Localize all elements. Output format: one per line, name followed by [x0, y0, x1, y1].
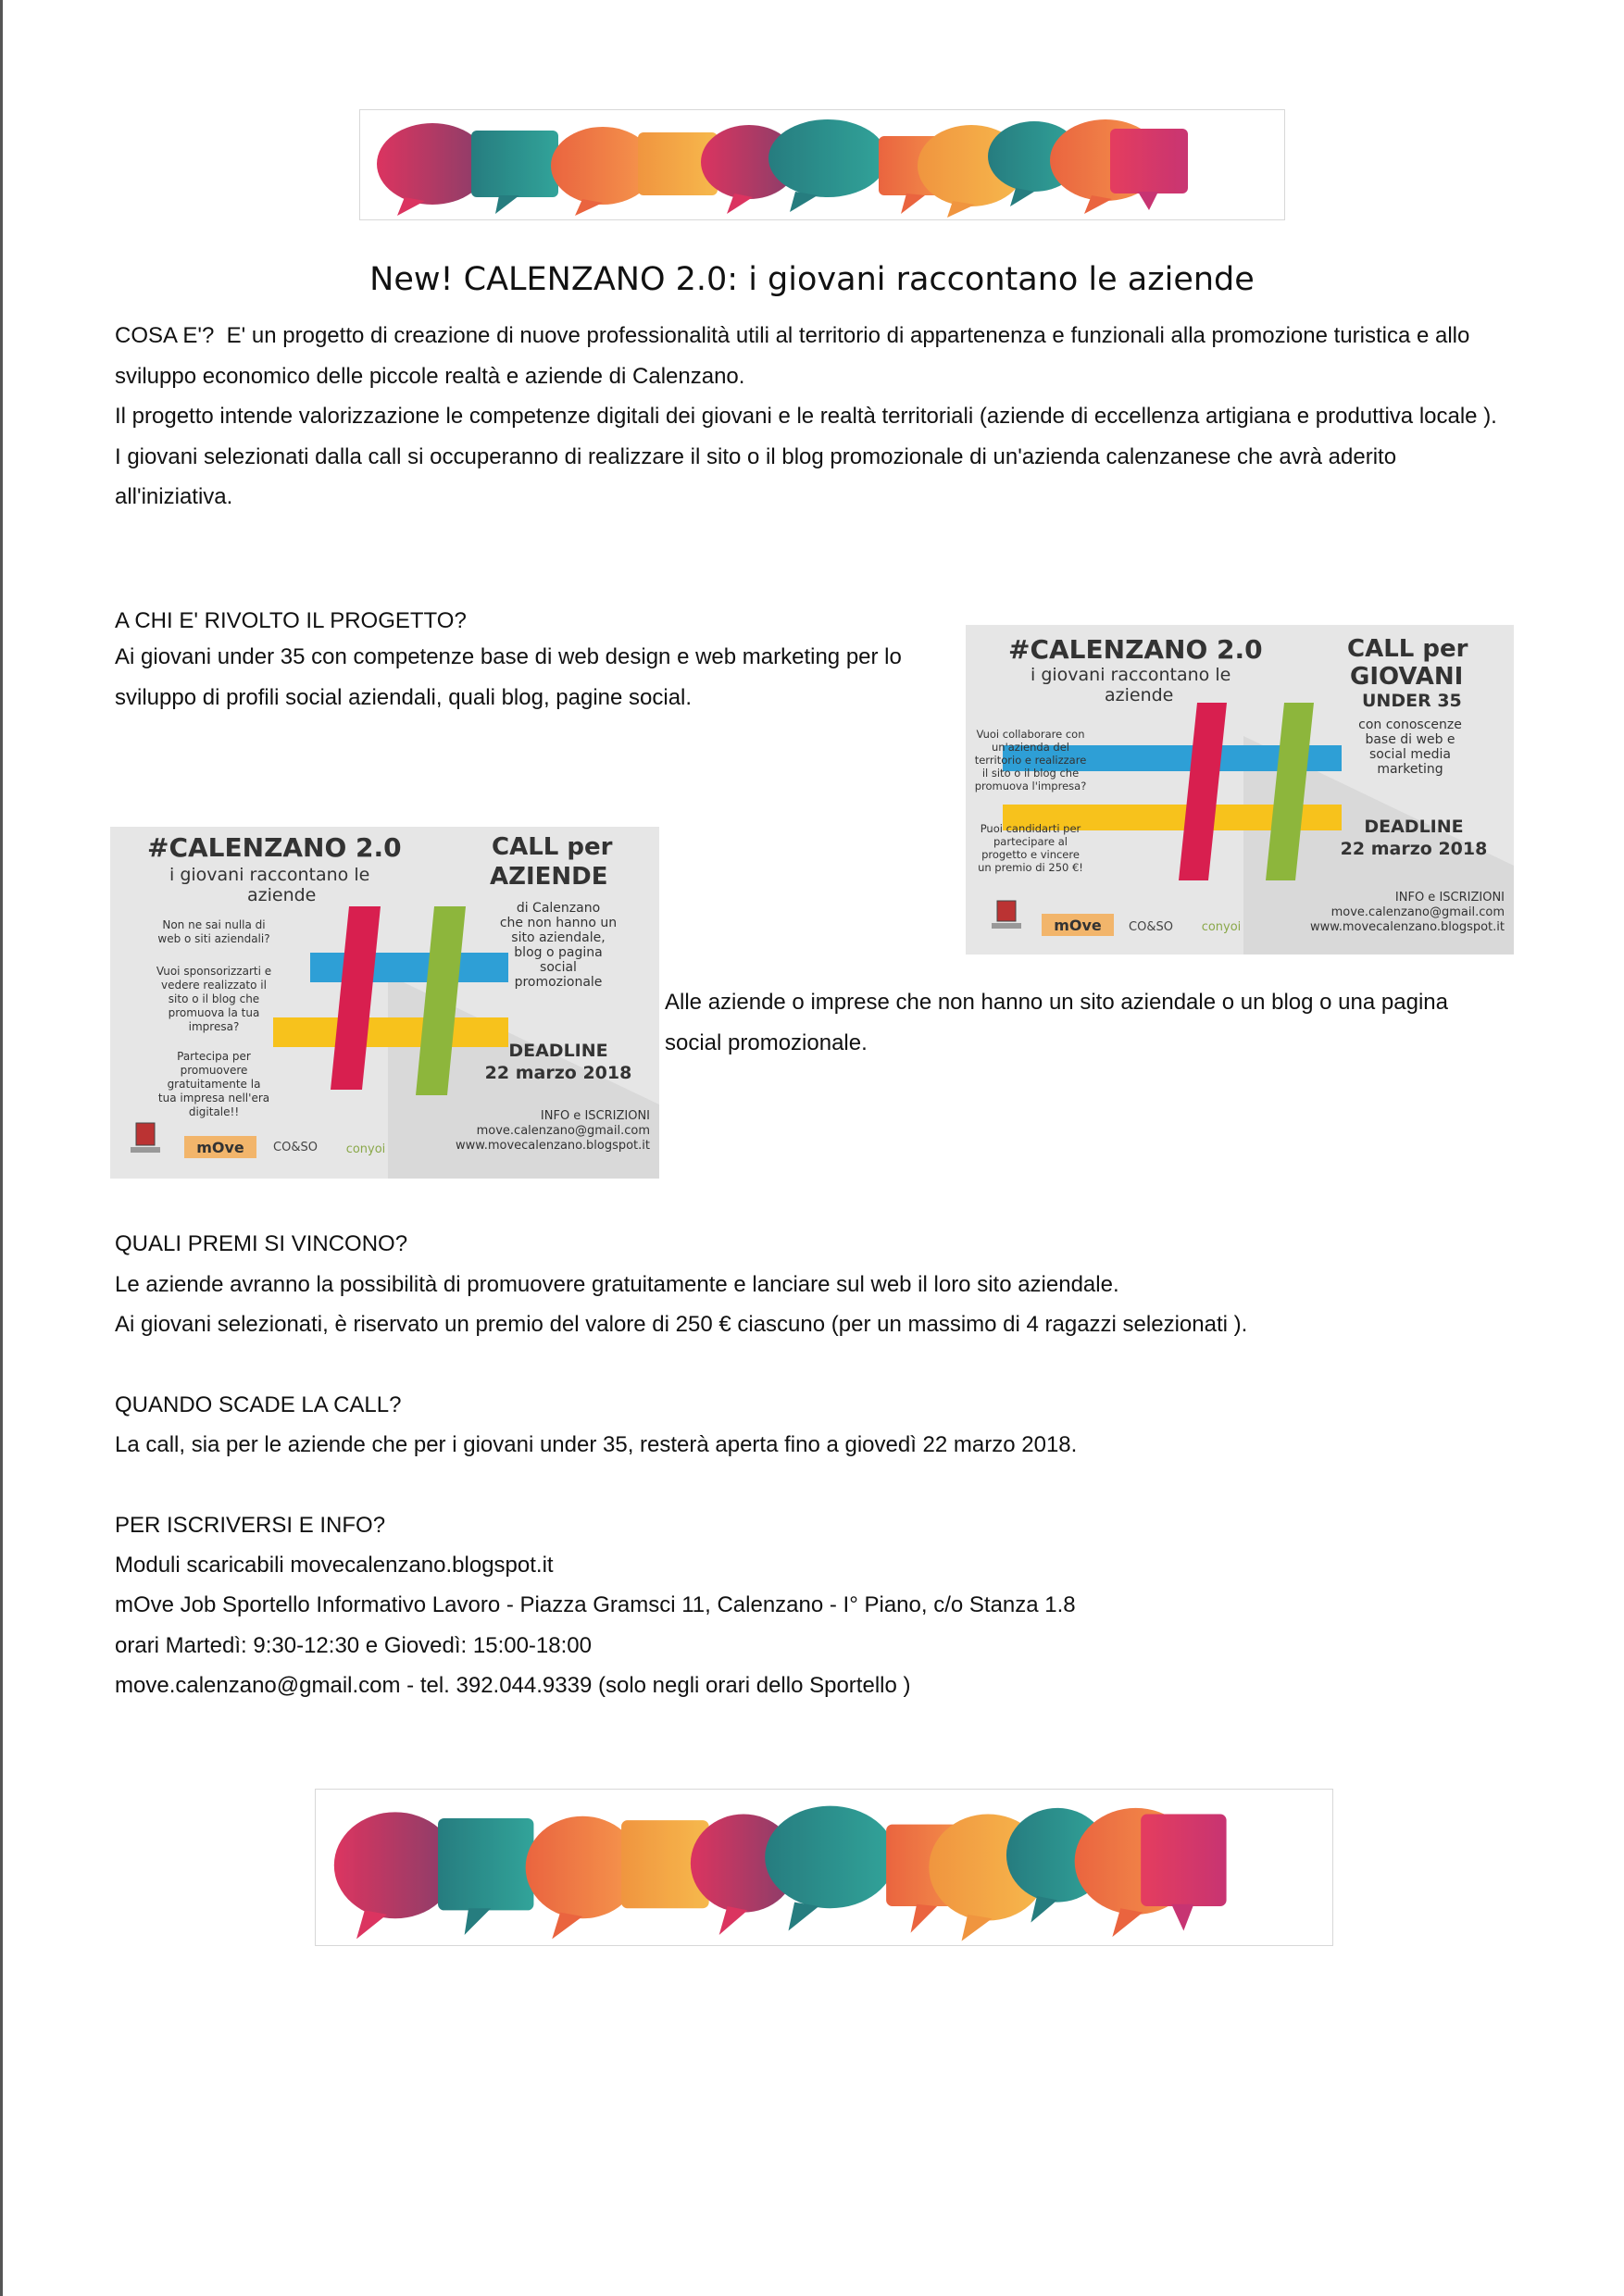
intro-paragraph	[115, 316, 1513, 518]
poster-company-call-1: CALL per	[492, 833, 613, 861]
intro-heading: COSA E'?	[115, 323, 215, 348]
intro-text-2: Il progetto intende valorizzazione le competenze digitali dei giovani e le realtà territoriali (aziende di eccellenza artigiana e produttiva locale ).	[115, 404, 1497, 429]
poster-youth-desc-1: con conoscenze	[1358, 718, 1462, 732]
poster-youth-desc-3: social media	[1369, 747, 1451, 762]
poster-youth-subtitle-1: i giovani raccontano le	[1031, 665, 1231, 685]
poster-company-q3-3: gratuitamente la	[167, 1078, 261, 1091]
poster-company-q2-4: promuova la tua	[168, 1006, 260, 1019]
poster-company-q2-1: Vuoi sponsorizzarti e	[156, 965, 272, 978]
poster-youth-call-1: CALL per	[1347, 635, 1468, 663]
poster-company-desc-1: di Calenzano	[516, 901, 601, 916]
speech-bubbles-banner	[360, 110, 1284, 219]
prizes-line-2: Ai giovani selezionati, è riservato un premio del valore di 250 € ciascuno (per un massimo di 4 ragazzi selezionati ).	[115, 1312, 1248, 1337]
poster-company-q3-2: promuovere	[180, 1064, 248, 1077]
poster-company-deadline-date: 22 marzo 2018	[484, 1063, 632, 1083]
poster-company-q3-1: Partecipa per	[177, 1050, 251, 1063]
poster-youth-question-4: il sito o il blog che	[981, 767, 1080, 780]
hashtag-yellow-bar-2	[273, 1017, 508, 1047]
target-company-text: Alle aziende o imprese che non hanno un sito aziendale o un blog o una pagina social promozionale.	[665, 990, 1448, 1055]
prizes-heading: QUALI PREMI SI VINCONO?	[115, 1231, 408, 1256]
poster-youth-prize-3: progetto e vincere	[981, 848, 1080, 861]
poster-youth-prize-1: Puoi candidarti per	[980, 822, 1081, 835]
page-border	[0, 0, 3, 2296]
poster-youth-email: move.calenzano@gmail.com	[1330, 905, 1505, 919]
poster-company-call-2: AZIENDE	[490, 863, 608, 891]
poster-company-email: move.calenzano@gmail.com	[476, 1124, 650, 1138]
poster-youth-question-1: Vuoi collaborare con	[976, 728, 1085, 741]
poster-youth-desc-2: base di web e	[1365, 732, 1455, 747]
info-line-2: mOve Job Sportello Informativo Lavoro - Piazza Gramsci 11, Calenzano - I° Piano, c/o Stanza 1.8	[115, 1592, 1076, 1617]
hashtag-blue-bar-2	[310, 953, 508, 982]
poster-company-q3-4: tua impresa nell'era	[157, 1092, 270, 1104]
poster-company-q2-2: vedere realizzato il	[161, 979, 267, 992]
poster-company-q1-1: Non ne sai nulla di	[162, 918, 266, 931]
info-line-3: orari Martedì: 9:30-12:30 e Giovedì: 15:00-18:00	[115, 1633, 592, 1658]
poster-company-q2-3: sito o il blog che	[168, 992, 260, 1005]
prizes-line-1: Le aziende avranno la possibilità di promuovere gratuitamente e lanciare sul web il loro sito aziendale.	[115, 1272, 1119, 1297]
info-line-4: move.calenzano@gmail.com - tel. 392.044.9339 (solo negli orari dello Sportello )	[115, 1673, 911, 1698]
poster-youth-question-5: promuova l'impresa?	[974, 780, 1087, 792]
poster-youth-info-label: INFO e ISCRIZIONI	[1394, 891, 1505, 905]
poster-call-giovani	[966, 625, 1514, 955]
poster-company-q3-5: digitale!!	[188, 1105, 240, 1118]
poster-youth-logo-move: mOve	[1054, 917, 1102, 934]
target-heading: A CHI E' RIVOLTO IL PROGETTO?	[115, 608, 467, 633]
poster-company-desc-5: social	[540, 960, 577, 975]
poster-youth-question-3: territorio e realizzare	[974, 754, 1087, 767]
poster-youth-desc-4: marketing	[1377, 762, 1443, 777]
poster-youth-question-2: un'azienda del	[992, 741, 1069, 754]
poster-company-q1-2: web o siti aziendali?	[157, 932, 270, 945]
poster-youth-call-2: GIOVANI	[1350, 663, 1464, 691]
poster-youth-prize-2: partecipare al	[993, 835, 1068, 848]
poster-company-desc-2: che non hanno un	[499, 916, 618, 930]
speech-bubbles-banner-bottom	[316, 1790, 1332, 1945]
poster-company-q2-5: impresa?	[188, 1020, 240, 1033]
intro-text-1: E' un progetto di creazione di nuove professionalità utili al territorio di appartenenza e funzionali alla promozione turistica e allo sviluppo economico delle piccole realtà e aziende di Calenzano.	[115, 323, 1470, 389]
poster-youth-deadline-label: DEADLINE	[1364, 817, 1464, 837]
poster-company-desc-3: sito aziendale,	[511, 930, 606, 945]
poster-company-subtitle-1: i giovani raccontano le	[169, 865, 370, 885]
poster-youth-site: www.movecalenzano.blogspot.it	[1310, 920, 1505, 934]
target-youth-text: Ai giovani under 35 con competenze base di web design e web marketing per lo sviluppo di profili social aziendali, quali blog, pagine social.	[115, 644, 902, 710]
poster-youth-subtitle-2: aziende	[1105, 685, 1174, 705]
page-title: New! CALENZANO 2.0: i giovani raccontano le aziende	[369, 261, 1255, 298]
poster-company-site: www.movecalenzano.blogspot.it	[456, 1139, 650, 1153]
deadline-heading: QUANDO SCADE LA CALL?	[115, 1392, 402, 1417]
poster-youth-prize-4: un premio di 250 €!	[978, 861, 1083, 874]
poster-company-desc-6: promozionale	[514, 975, 603, 990]
poster-company-title: #CALENZANO 2.0	[147, 832, 402, 863]
poster-company-desc-4: blog o pagina	[514, 945, 603, 960]
poster-company-logo-conyoi: conyoi	[345, 1142, 386, 1156]
poster-youth-logo-conyoi: conyoi	[1201, 920, 1242, 934]
poster-youth-deadline-date: 22 marzo 2018	[1340, 839, 1488, 859]
poster-youth-logo-coso: CO&SO	[1129, 920, 1173, 934]
info-line-1: Moduli scaricabili movecalenzano.blogspot.it	[115, 1553, 554, 1578]
poster-youth-call-3: UNDER 35	[1362, 691, 1462, 711]
deadline-line-1: La call, sia per le aziende che per i giovani under 35, resterà aperta fino a giovedì 22 marzo 2018.	[115, 1432, 1078, 1457]
poster-company-logo-move: mOve	[196, 1139, 244, 1156]
poster-company-info-label: INFO e ISCRIZIONI	[540, 1109, 650, 1123]
top-banner	[359, 109, 1285, 220]
poster-company-subtitle-2: aziende	[247, 885, 317, 905]
bottom-banner	[315, 1789, 1333, 1946]
intro-text-3: I giovani selezionati dalla call si occuperanno di realizzare il sito o il blog promozionale di un'azienda calenzanese che avrà aderito all'iniziativa.	[115, 443, 1397, 509]
poster-call-aziende	[110, 827, 659, 1179]
info-heading: PER ISCRIVERSI E INFO?	[115, 1513, 386, 1538]
poster-company-deadline-label: DEADLINE	[508, 1041, 608, 1061]
poster-youth-title: #CALENZANO 2.0	[1008, 634, 1263, 665]
poster-company-logo-coso: CO&SO	[273, 1141, 318, 1154]
